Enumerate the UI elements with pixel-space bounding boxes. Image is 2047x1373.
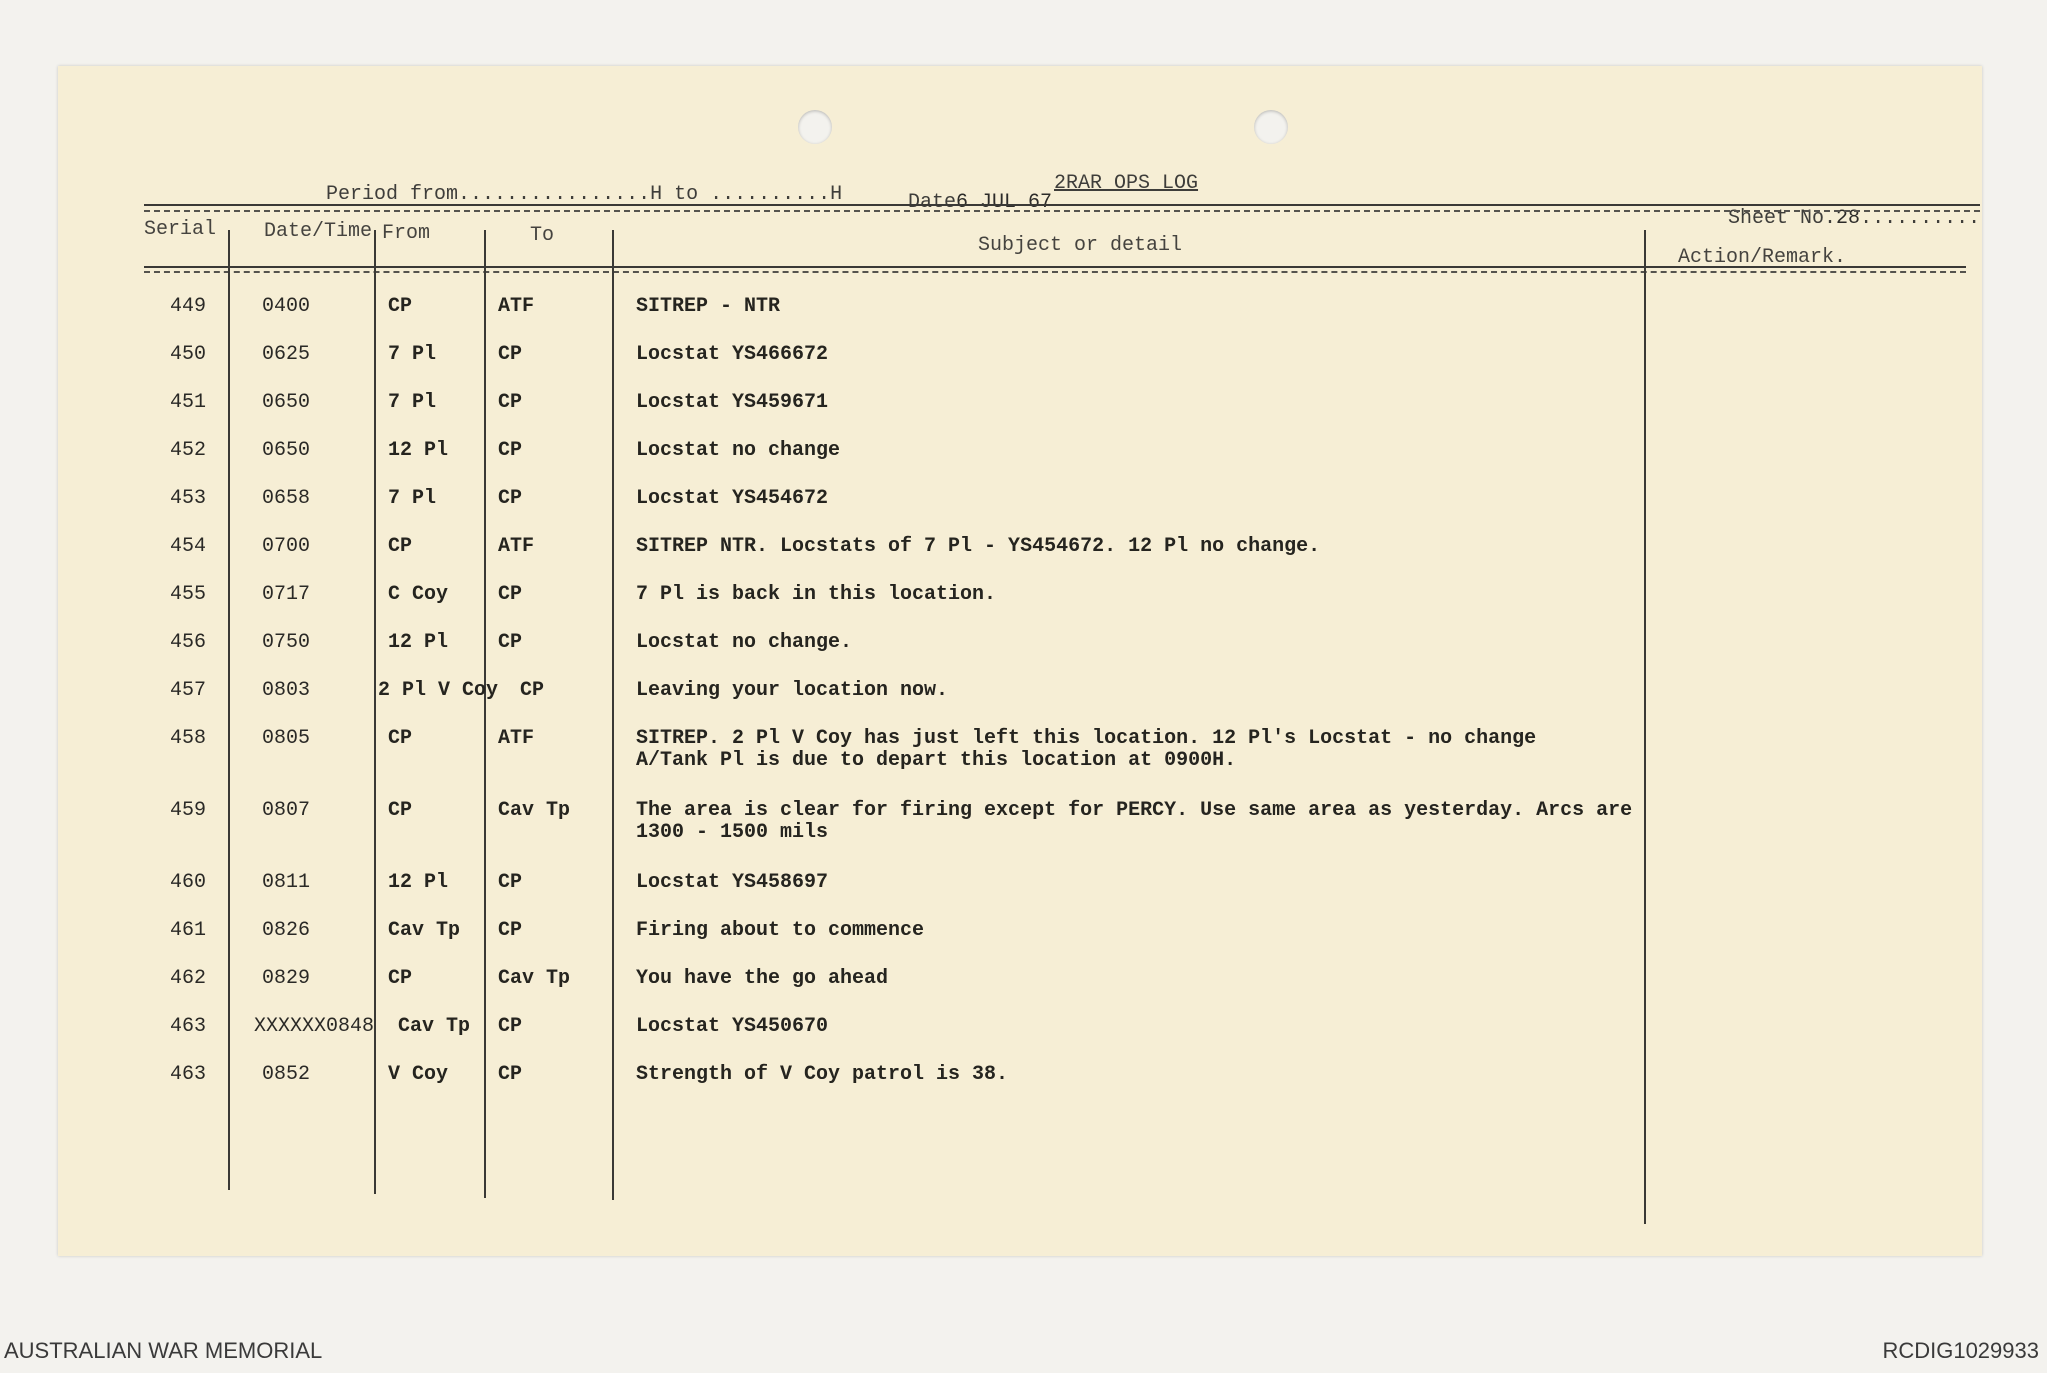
date-field: Date6 JUL 67 bbox=[908, 191, 1053, 214]
footer-record-id: RCDIG1029933 bbox=[1882, 1338, 2039, 1363]
row-from: CP bbox=[388, 799, 413, 822]
row-detail: Leaving your location now. bbox=[636, 679, 949, 702]
row-serial: 453 bbox=[170, 487, 207, 510]
table-top-rule bbox=[144, 204, 1980, 206]
date-value: 6 JUL 67 bbox=[956, 191, 1053, 214]
row-time: 0826 bbox=[262, 919, 311, 942]
row-to: CP bbox=[498, 1015, 523, 1038]
row-time: 0807 bbox=[262, 799, 311, 822]
col-head-serial: Serial bbox=[144, 218, 217, 241]
table-row bbox=[58, 1016, 1982, 1056]
row-to: CP bbox=[498, 439, 523, 462]
table-row bbox=[58, 488, 1982, 528]
row-time: 0700 bbox=[262, 535, 311, 558]
row-serial: 455 bbox=[170, 583, 207, 606]
row-time: 0650 bbox=[262, 439, 311, 462]
row-serial: 457 bbox=[170, 679, 207, 702]
row-from: CP bbox=[388, 727, 413, 750]
row-detail: Locstat YS454672 bbox=[636, 487, 829, 510]
table-row bbox=[58, 344, 1982, 384]
row-to: Cav Tp bbox=[498, 967, 571, 990]
row-detail: SITREP NTR. Locstats of 7 Pl - YS454672. 12 Pl no change. bbox=[636, 535, 1321, 558]
row-serial: 450 bbox=[170, 343, 207, 366]
row-serial: 463 bbox=[170, 1015, 207, 1038]
row-detail: Firing about to commence bbox=[636, 919, 925, 942]
row-detail: Locstat YS450670 bbox=[636, 1015, 829, 1038]
row-time: 0658 bbox=[262, 487, 311, 510]
row-from: 12 Pl bbox=[388, 871, 449, 894]
row-to: CP bbox=[498, 1063, 523, 1086]
header-bottom-dashed-rule bbox=[144, 271, 1966, 273]
row-serial: 458 bbox=[170, 727, 207, 750]
row-detail: SITREP. 2 Pl V Coy has just left this location. 12 Pl's Locstat - no change A/Tank Pl is due to depart this location at 0900H. bbox=[636, 727, 1537, 772]
col-head-subject: Subject or detail bbox=[978, 234, 1183, 257]
row-from: CP bbox=[388, 295, 413, 318]
row-from: C Coy bbox=[388, 583, 449, 606]
table-row bbox=[58, 392, 1982, 432]
row-detail: 7 Pl is back in this location. bbox=[636, 583, 997, 606]
row-detail: Locstat no change bbox=[636, 439, 841, 462]
log-title: 2RAR OPS LOG bbox=[1054, 172, 1199, 195]
row-from: V Coy bbox=[388, 1063, 449, 1086]
row-from: 12 Pl bbox=[388, 439, 449, 462]
row-from: 7 Pl bbox=[388, 487, 437, 510]
footer-archive-label: AUSTRALIAN WAR MEMORIAL bbox=[4, 1338, 323, 1363]
table-row bbox=[58, 728, 1982, 790]
row-from: 7 Pl bbox=[388, 343, 437, 366]
row-time: 0400 bbox=[262, 295, 311, 318]
row-detail: You have the go ahead bbox=[636, 967, 889, 990]
row-to: CP bbox=[520, 679, 545, 702]
row-serial: 462 bbox=[170, 967, 207, 990]
row-serial: 449 bbox=[170, 295, 207, 318]
row-from: 2 Pl V Coy bbox=[378, 679, 499, 702]
row-time: 0803 bbox=[262, 679, 311, 702]
row-from: CP bbox=[388, 535, 413, 558]
col-head-from: From bbox=[382, 222, 431, 245]
row-time: 0750 bbox=[262, 631, 311, 654]
row-to: Cav Tp bbox=[498, 799, 571, 822]
row-from: 12 Pl bbox=[388, 631, 449, 654]
row-time: XXXXXX0848 bbox=[254, 1015, 375, 1038]
row-serial: 460 bbox=[170, 871, 207, 894]
row-from: 7 Pl bbox=[388, 391, 437, 414]
row-serial: 452 bbox=[170, 439, 207, 462]
row-from: Cav Tp bbox=[388, 919, 461, 942]
table-row bbox=[58, 296, 1982, 336]
row-detail: Strength of V Coy patrol is 38. bbox=[636, 1063, 1009, 1086]
table-row bbox=[58, 920, 1982, 960]
row-from: Cav Tp bbox=[398, 1015, 471, 1038]
table-row bbox=[58, 584, 1982, 624]
punch-hole-right bbox=[1254, 110, 1288, 144]
table-row bbox=[58, 968, 1982, 1008]
col-head-to: To bbox=[530, 224, 555, 247]
sheet-number-field: Sheet No.28.......... bbox=[1728, 207, 1981, 230]
row-serial: 456 bbox=[170, 631, 207, 654]
row-to: CP bbox=[498, 631, 523, 654]
row-detail: Locstat YS459671 bbox=[636, 391, 829, 414]
row-from: CP bbox=[388, 967, 413, 990]
row-to: CP bbox=[498, 391, 523, 414]
row-time: 0829 bbox=[262, 967, 311, 990]
table-row bbox=[58, 800, 1982, 862]
row-time: 0650 bbox=[262, 391, 311, 414]
table-row bbox=[58, 632, 1982, 672]
col-head-datetime: Date/Time bbox=[264, 220, 373, 243]
period-from-label: Period from................H to ..........H bbox=[326, 183, 843, 206]
table-row bbox=[58, 1064, 1982, 1104]
table-row bbox=[58, 536, 1982, 576]
row-time: 0625 bbox=[262, 343, 311, 366]
punch-hole-left bbox=[798, 110, 832, 144]
row-time: 0852 bbox=[262, 1063, 311, 1086]
row-to: ATF bbox=[498, 295, 535, 318]
row-detail: SITREP - NTR bbox=[636, 295, 781, 318]
row-to: ATF bbox=[498, 535, 535, 558]
row-to: CP bbox=[498, 487, 523, 510]
row-to: CP bbox=[498, 343, 523, 366]
row-detail: Locstat YS458697 bbox=[636, 871, 829, 894]
sheet-number-value: 28 bbox=[1836, 207, 1861, 230]
row-to: CP bbox=[498, 583, 523, 606]
row-serial: 454 bbox=[170, 535, 207, 558]
table-row bbox=[58, 680, 1982, 720]
row-time: 0805 bbox=[262, 727, 311, 750]
log-sheet bbox=[58, 66, 1982, 1256]
row-serial: 463 bbox=[170, 1063, 207, 1086]
row-to: CP bbox=[498, 871, 523, 894]
table-row bbox=[58, 872, 1982, 912]
row-to: ATF bbox=[498, 727, 535, 750]
row-serial: 451 bbox=[170, 391, 207, 414]
row-detail: Locstat YS466672 bbox=[636, 343, 829, 366]
col-head-action: Action/Remark. bbox=[1678, 246, 1847, 269]
row-detail: Locstat no change. bbox=[636, 631, 853, 654]
row-serial: 459 bbox=[170, 799, 207, 822]
table-row bbox=[58, 440, 1982, 480]
row-time: 0717 bbox=[262, 583, 311, 606]
table-top-dashed-rule bbox=[144, 210, 1980, 212]
row-serial: 461 bbox=[170, 919, 207, 942]
row-time: 0811 bbox=[262, 871, 311, 894]
row-detail: The area is clear for firing except for PERCY. Use same area as yesterday. Arcs are 1300 - 1500 mils bbox=[636, 799, 1633, 844]
row-to: CP bbox=[498, 919, 523, 942]
